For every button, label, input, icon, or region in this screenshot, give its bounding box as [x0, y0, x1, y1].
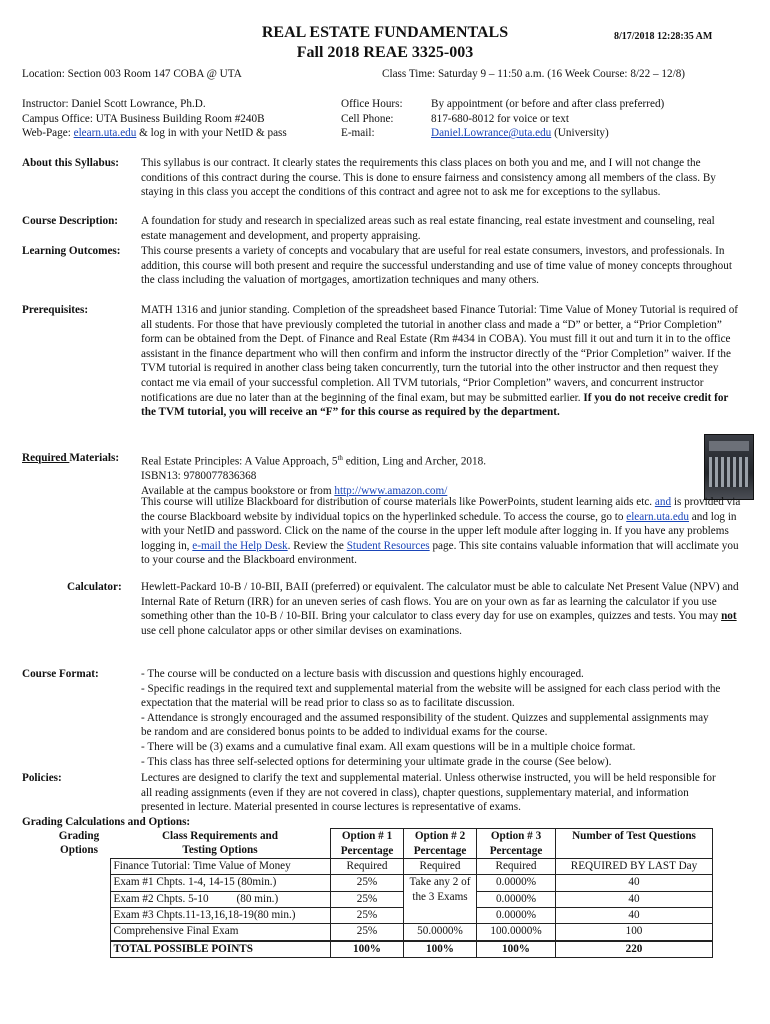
- outcomes-text: This course presents a variety of concepts and vocabulary that are useful for real estate consumers, investors, and professionals. In addition, this course will both present and require the successful understanding and use of time value of money concepts throughout the class including the valuation of mortgages, amortization techniques and many others.: [141, 245, 732, 287]
- option3-header: Option # 3 Percentage: [477, 829, 556, 859]
- materials-text: [141, 451, 701, 499]
- format-item: - Specific readings in the required text and supplemental material from the website will be assigned for each class period with the expectation that the material will be read prior to class so as to facilitate discussion.: [141, 682, 721, 710]
- questions-cell: 100: [556, 924, 713, 941]
- description-label: Course Description:: [22, 215, 119, 227]
- about-label: About this Syllabus:: [22, 157, 119, 169]
- format-item: - Attendance is strongly encouraged and the assumed responsibility of the student. Quizzes and supplemental assignments may be random and are considered bonus points to be added to individual exams for the course.: [141, 711, 709, 739]
- prereq-warning: If you do not receive credit for the TVM tutorial, you will receive an “F” for this course as required by the department.: [141, 391, 729, 419]
- total-row: [48, 941, 713, 958]
- questions-cell: 40: [556, 908, 713, 924]
- table-row: [48, 859, 713, 875]
- materials-label: Required Materials:: [22, 452, 120, 464]
- table-row: [48, 875, 713, 891]
- format-item: - This class has three self-selected options for determining your ultimate grade in the course (See below).: [141, 755, 612, 768]
- requirement-cell: Comprehensive Final Exam: [110, 924, 331, 941]
- total-option2: 100%: [404, 941, 477, 958]
- email-link[interactable]: Daniel.Lowrance@uta.edu: [431, 127, 552, 140]
- format-label: Course Format:: [22, 668, 99, 680]
- course-code: Fall 2018 REAE 3325-003: [296, 44, 474, 61]
- grading-heading: Grading Calculations and Options:: [22, 816, 191, 828]
- option1-cell: Required: [331, 859, 404, 875]
- requirement-cell: Finance Tutorial: Time Value of Money: [110, 859, 331, 875]
- requirement-cell: Exam #3 Chpts.11-13,16,18-19(80 min.): [110, 908, 331, 924]
- print-timestamp: 8/17/2018 12:28:35 AM: [614, 31, 713, 42]
- option3-cell: 0.0000%: [477, 875, 556, 891]
- format-item: - The course will be conducted on a lecture basis with discussion and questions highly encouraged.: [141, 668, 584, 680]
- option1-cell: 25%: [331, 908, 404, 924]
- table-header-row: [48, 829, 713, 859]
- requirement-cell: Exam #2 Chpts. 5-10 (80 min.): [110, 891, 331, 907]
- option1-cell: 25%: [331, 891, 404, 907]
- option3-cell: Required: [477, 859, 556, 875]
- calculator-label: Calculator:: [67, 581, 122, 593]
- table-row: [48, 908, 713, 924]
- class-time: Class Time: Saturday 9 – 11:50 a.m. (16 Week Course: 8/22 – 12/8): [382, 68, 686, 80]
- questions-cell: 40: [556, 891, 713, 907]
- about-text: This syllabus is our contract. It clearly states the requirements this class places on both you and me, and I will not change the conditions of this contract during the course. This is done to ensure fairness and consistency among all members of the class. By staying in this class you accept the conditions of this contract and agree not to ask me for exceptions to the syllabus.: [141, 157, 716, 199]
- calculator-text: Hewlett-Packard 10-B / 10-BII, BAII (preferred) or equivalent. The calculator must be able to calculate Net Present Value (NPV) and Internal Rate of Return (IRR) for an uneven series of cash flows. You are on your own as far as learning the calculator if you use something other than the 10-B / 10-BII. Bring your calculator to class every day for use on examples, quizzes and tests. You may not use cell phone calculator apps or other similar devises on examinations.: [141, 581, 739, 637]
- cell-phone-label: Cell Phone:: [341, 112, 394, 125]
- requirements-header: Class Requirements and Testing Options: [161, 829, 279, 857]
- option2-merged-cell: Take any 2 of the 3 Exams: [404, 875, 477, 924]
- option2-cell: 50.0000%: [404, 924, 477, 941]
- elearn-link[interactable]: elearn.uta.edu: [73, 127, 137, 140]
- cell-phone-value: 817-680-8012 for voice or text: [431, 112, 569, 125]
- grading-options-header: Grading Options: [58, 829, 100, 857]
- option1-cell: 25%: [331, 924, 404, 941]
- total-option1: 100%: [331, 941, 404, 958]
- description-text: A foundation for study and research in specialized areas such as real estate financing, real estate investment and counseling, real estate management and development, and property appraising.: [141, 215, 715, 242]
- email-value: Daniel.Lowrance@uta.edu (University): [431, 127, 609, 140]
- office-hours-label: Office Hours:: [341, 98, 403, 110]
- textbook-cover-image: [704, 434, 754, 500]
- amazon-link[interactable]: http://www.amazon.com/: [334, 484, 448, 497]
- and-link[interactable]: and: [654, 496, 672, 508]
- option1-cell: 25%: [331, 875, 404, 891]
- format-item: - There will be (3) exams and a cumulative final exam. All exam questions will be in a multiple choice format.: [141, 740, 636, 753]
- blackboard-text: This course will utilize Blackboard for distribution of course materials like PowerPoints, student learning aids etc. and is provided via the course Blackboard website by individual topics on the hyperlinked schedule. To access the course, go to elearn.uta.edu and log in with your NetID and password. Click on the name of the course in the upper left module after logging in. If you have any problems logging in, e-mail the Help Desk. Review the Student Resources page. This site contains valuable information that will acclimate you to your course and the Blackboard environment.: [141, 496, 741, 567]
- policies-text: Lectures are designed to clarify the text and supplemental material. Unless otherwise instructed, you will be held responsible for all reading assignments (even if they are not covered in class), chapter questions, supplementary material, and information presented in lecture. Material presented in course lectures is representative of exams.: [141, 772, 716, 814]
- requirement-cell: Exam #1 Chpts. 1-4, 14-15 (80min.): [110, 875, 331, 891]
- total-label: TOTAL POSSIBLE POINTS: [110, 941, 331, 958]
- prereq-label: Prerequisites:: [22, 304, 89, 316]
- prereq-text: MATH 1316 and junior standing. Completion of the spreadsheet based Finance Tutorial: Time Value of Money Tutorial is required of all students. For those that have previously completed the tutorial in another class and made a “D” or better, a “Prior Completion” form can be obtained from the Dept. of Finance and Real Estate (Rm #434 in COBA). You must fill it out and turn it in to the office assistant in the finance department who will then confirm and inform the instructor directly of the “Prior Completion” waiver. If the TVM tutorial is required in another class being taken concurrently, turn the tutorial into the other instructor and then request they contact me via email of your successful completion. All TVM tutorials, “Prior Completion” wavers, and concurrent instructor notifications are due no later than at the beginning of the final exam, but may be submitted earlier. If you do not receive credit for the TVM tutorial, you will receive an “F” for this course as required by the department.: [141, 304, 739, 419]
- option3-cell: 0.0000%: [477, 908, 556, 924]
- policies-label: Policies:: [22, 772, 62, 784]
- option2-cell: Required: [404, 859, 477, 875]
- campus-office: Campus Office: UTA Business Building Room #240B: [22, 112, 265, 125]
- isbn: ISBN13: 9780077836368: [141, 470, 257, 483]
- student-resources-link[interactable]: Student Resources: [346, 539, 430, 552]
- questions-header: Number of Test Questions: [556, 829, 713, 859]
- table-row: [48, 891, 713, 907]
- grading-table: [48, 828, 713, 958]
- questions-cell: REQUIRED BY LAST Day: [556, 859, 713, 875]
- help-desk-link[interactable]: e-mail the Help Desk: [192, 539, 288, 552]
- textbook: Real Estate Principles: A Value Approach, 5th edition, Ling and Archer, 2018.: [141, 454, 487, 468]
- contact-labels: [341, 97, 403, 141]
- instructor-name: Instructor: Daniel Scott Lowrance, Ph.D.: [22, 98, 206, 110]
- total-option3: 100%: [477, 941, 556, 958]
- option2-header: Option # 2 Percentage: [404, 829, 477, 859]
- questions-cell: 40: [556, 875, 713, 891]
- elearn-link-2[interactable]: elearn.uta.edu: [626, 510, 689, 523]
- outcomes-label: Learning Outcomes:: [22, 245, 121, 257]
- table-row: [48, 924, 713, 941]
- option3-cell: 0.0000%: [477, 891, 556, 907]
- format-list: [141, 667, 721, 769]
- web-page: Web-Page: elearn.uta.edu & log in with your NetID & pass: [22, 127, 287, 140]
- instructor-info: [22, 97, 342, 141]
- availability: Available at the campus bookstore or from http://www.amazon.com/: [141, 484, 448, 497]
- document-title: REAL ESTATE FUNDAMENTALS: [261, 24, 509, 41]
- total-questions: 220: [556, 941, 713, 958]
- option3-cell: 100.0000%: [477, 924, 556, 941]
- option1-header: Option # 1 Percentage: [331, 829, 404, 859]
- office-hours-value: By appointment (or before and after class preferred): [431, 98, 665, 110]
- not-emphasis: not: [721, 610, 737, 623]
- email-label: E-mail:: [341, 127, 375, 140]
- contact-values: [431, 97, 664, 141]
- class-location: Location: Section 003 Room 147 COBA @ UTA: [22, 68, 242, 80]
